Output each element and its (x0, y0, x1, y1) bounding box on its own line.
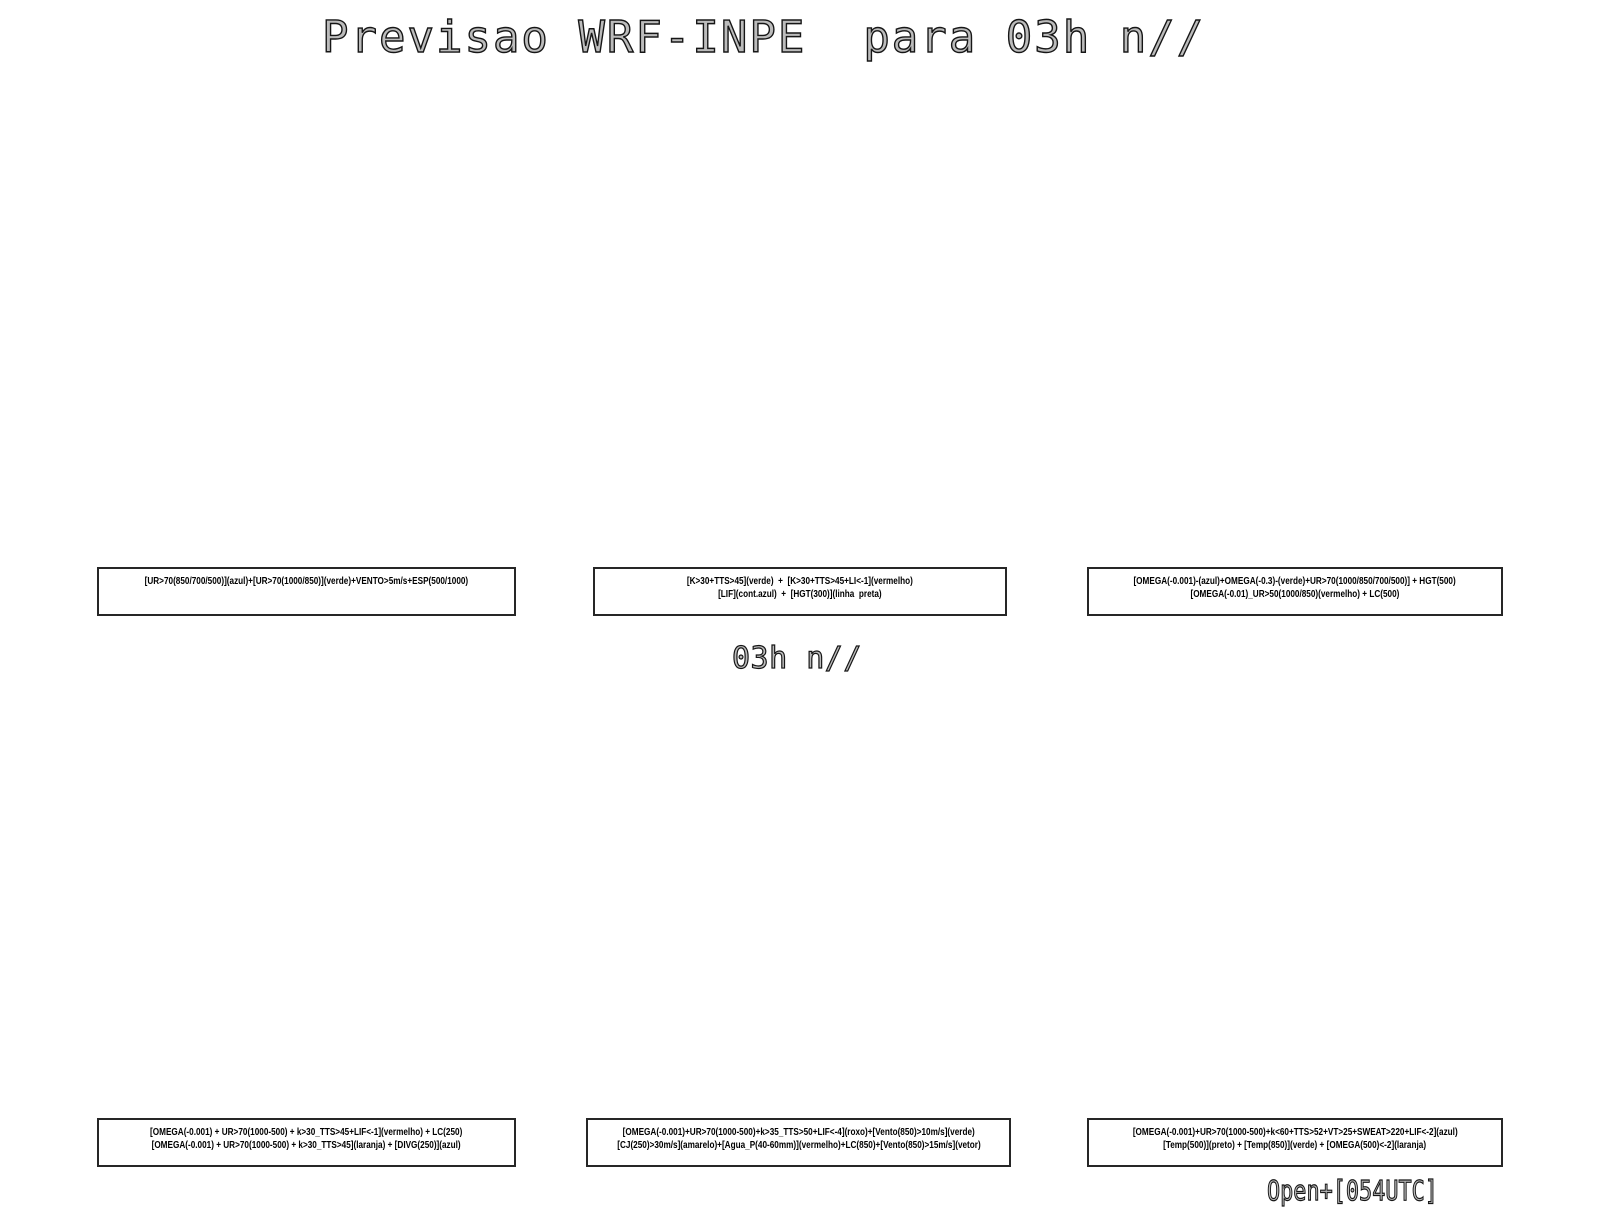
caption-line: [OMEGA(-0.001)-(azul)+OMEGA(-0.3)-(verde)+UR>70(1000/850/700/500)] + HGT(500) (1133, 575, 1457, 587)
caption-line: [OMEGA(-0.001) + UR>70(1000-500) + k>30_TTS>45](laranja) + [DIVG(250)](azul) (151, 1139, 462, 1151)
panel-caption-box-4 (97, 1118, 516, 1167)
footer-open-utc-label: Open+[054UTC] (1267, 1174, 1438, 1207)
panel-caption-box-3 (1087, 567, 1503, 616)
caption-line: [LIF](cont.azul) + [HGT(300)](linha preta) (718, 588, 882, 600)
caption-line: [OMEGA(-0.001) + UR>70(1000-500) + k>30_TTS>45+LIF<-1](vermelho) + LC(250) (150, 1126, 463, 1138)
panel-caption-box-5 (586, 1118, 1011, 1167)
page-title: Previsao WRF-INPE para 03h n// (322, 12, 1206, 63)
panel-caption-box-2 (593, 567, 1007, 616)
caption-line: [OMEGA(-0.01)_UR>50(1000/850)(vermelho) + LC(500) (1190, 588, 1400, 600)
caption-line: [OMEGA(-0.001)+UR>70(1000-500)+k>35_TTS>50+LIF<-4](roxo)+[Vento(850)>10m/s](verde) (622, 1126, 975, 1138)
caption-line: [OMEGA(-0.001)+UR>70(1000-500)+k<60+TTS>52+VT>25+SWEAT>220+LIF<-2](azul) (1132, 1126, 1458, 1138)
panel-caption-box-6 (1087, 1118, 1503, 1167)
forecast-hour-label: 03h n// (732, 641, 862, 676)
caption-line: [CJ(250)>30m/s](amarelo)+[Agua_P(40-60mm)](vermelho)+LC(850)+[Vento(850)>15m/s](vetor) (616, 1139, 981, 1151)
caption-line: [UR>70(850/700/500)](azul)+[UR>70(1000/850)](verde)+VENTO>5m/s+ESP(500/1000) (144, 575, 469, 587)
caption-line: [K>30+TTS>45](verde) + [K>30+TTS>45+LI<-1](vermelho) (686, 575, 914, 587)
panel-caption-box-1 (97, 567, 516, 616)
caption-line: [Temp(500)](preto) + [Temp(850)](verde) + [OMEGA(500)<-2](laranja) (1163, 1139, 1427, 1151)
